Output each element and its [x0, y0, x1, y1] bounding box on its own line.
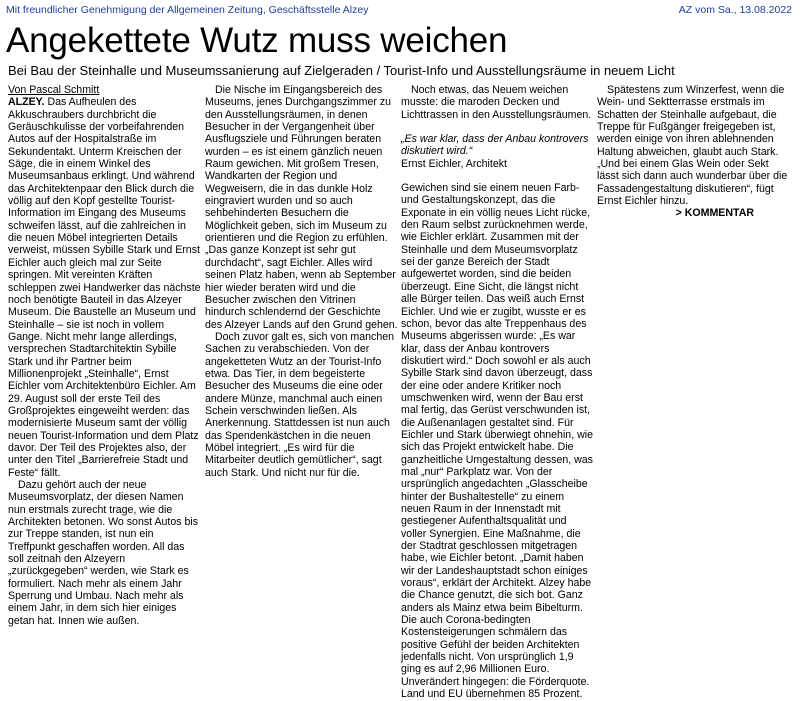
- subtitle: Bei Bau der Steinhalle und Museumssanierung auf Zielgeraden / Tourist-Info und Ausstellungsräume in neuem Licht: [8, 63, 675, 78]
- pull-quote: „Es war klar, dass der Anbau kontrovers diskutiert wird.“: [401, 133, 589, 158]
- paragraph-2: Dazu gehört auch der neue Museumsvorplatz, der diesen Namen nun erstmals zurecht trage, wie die Architekten betonen. Wo sonst Autos bis zur Treppe standen, ist nun ein Treffpunkt geschaffen worden. All das soll zeitnah den Alzeyern „zurückgegeben“ werden, wie Stark es formuliert. Nach mehr als einem Jahr Sperrung und Umbau. Nach mehr als einem Jahr, in dem sich hier einiges getan hat. Innen wie außen.: [8, 479, 199, 627]
- paragraph-4: Doch zuvor galt es, sich von manchen Sachen zu verabschieden. Von der angeketteten Wutz an der Tourist-Info etwa. Das Tier, in dem begeisterte Besucher des Museums die eine oder andere Münze, manchmal auch einen Schein verschwinden ließen. Als Anerkennung. Stattdessen ist nun auch das Spendenkästchen in die neuen Möbel integriert. „Es wird für die Mitarbeiter deutlich gemütlicher“, sagt auch Stark. Und nicht nur für die.: [205, 330, 395, 479]
- source-date: AZ vom Sa., 13.08.2022: [678, 4, 792, 16]
- author-line: Von Pascal Schmitt: [8, 84, 100, 96]
- pull-quote-author: Ernst Eichler, Architekt: [401, 157, 507, 170]
- article-column-3: [401, 84, 594, 701]
- article-column-2: [205, 84, 398, 530]
- kommentar-link[interactable]: > KOMMENTAR: [675, 207, 754, 220]
- article-text-flow: [8, 84, 201, 627]
- permission-credit: Mit freundlicher Genehmigung der Allgemeinen Zeitung, Geschäftsstelle Alzey: [6, 4, 369, 16]
- dateline: ALZEY.: [8, 96, 45, 109]
- paragraph-1: [8, 96, 201, 479]
- article-column-4: [597, 84, 790, 530]
- headline: Angekettete Wutz muss weichen: [6, 21, 508, 60]
- paragraph-3: Die Nische im Eingangsbereich des Museums, jenes Durchgangszimmer zu den Ausstellungsräumen, in denen Besucher in der Vergangenheit über Ausflugsziele und Führungen beraten wurden – es ist einem gänzlich neuen Raum gewichen. Mit großem Tresen, Wandkarten der Region und Wegweisern, die in das dunkle Holz eingraviert wurden und so auch sehbehinderten Besuchern die Möglichkeit geben, sich im Museum zu orientieren und die Region zu erfühlen. „Das ganze Konzept ist sehr gut durchdacht“, sagt Eichler. Alles wird seinen Platz haben, wenn ab September hier wieder beraten wird und die Besucher zwischen den Vitrinen hindurch schlendernd der Geschichte des Alzeyer Lands auf den Grund gehen.: [205, 84, 398, 331]
- source-bar: [6, 4, 792, 17]
- paragraph-7: Spätestens zum Winzerfest, wenn die Wein- und Sektterrasse erstmals im Schatten der Steinhalle aufgebaut, die Treppe für Fußgänger freigegeben ist, werden einige von ihren ablehnenden Haltung abweichen, glaubt auch Stark. „Und bei einem Glas Wein oder Sekt lässt sich dann auch wunderbar über die Fassadengestaltung diskutieren“, fügt Ernst Eichler hinzu.: [597, 84, 788, 208]
- paragraph-1-text: Das Aufheulen des Akkuschraubers durchbricht die Geräuschkulisse der vorbeifahrenden Autos auf der Hospitalstraße im Sekundentakt. Unterm Kreischen der Säge, die in einem Winkel des Museumsanbaus erklingt. Und während das Architektenpaar den Blick durch die völlig auf den Kopf gestellte Tourist-Information im Eingang des Museums schweifen lässt, auf die zahlreichen in die neuen Möbel integrierten Details verweist, müssen Sybille Stark und Ernst Eichler auch gleich mal zur Seite springen. Mit vereinten Kräften schleppen zwei Handwerker das nächste noch benötigte Bauteil in das Alzeyer Museum. Die Baustelle an Museum und Steinhalle – sie ist noch in vollem Gange. Nicht mehr lange allerdings, versprechen Stadtarchitektin Sybille Stark und ihr Partner beim Millionenprojekt „Steinhalle“, Ernst Eichler vom Architektenbüro Eichler. Am 29. August soll der erste Teil des Großprojektes eingeweiht werden: das modernisierte Museum samt der völlig neuen Tourist-Information und dem Platz davor. Der Teil des Projektes also, der unter den Titel „Barrierefreie Stadt und Feste“ fällt.: [8, 96, 201, 479]
- paragraph-5: Noch etwas, das Neuem weichen musste: die maroden Decken und Lichttrassen in den Ausstellungsräumen.: [401, 84, 592, 121]
- paragraph-6: Gewichen sind sie einem neuen Farb- und Gestaltungskonzept, das die Exponate in ein völlig neues Licht rücke, den Raum selbst zurücknehmen werde, wie Eichler erklärt. Zusammen mit der Steinhalle und dem Museumsvorplatz sei der ganze Bereich der Stadt aufgewertet worden, sind die beiden überzeugt. Eine Sicht, die längst nicht alle Bürger teilen. Das weiß auch Ernst Eichler. Und wie er zugibt, wusste er es schon, bevor das alte Treppenhaus des Museums abgerissen wurde: „Es war klar, dass der Anbau kontrovers diskutiert wird.“ Doch sowohl er als auch Sybille Stark sind davon überzeugt, dass der eine oder andere Kritiker noch umschwenken wird, wenn der Bau erst mal fertig, das Gerüst verschwunden ist, die Außenanlagen gestaltet sind. Für Eichler und Stark überwiegt ohnehin, wie sich das Projekt entwickelt habe. Die ganzheitliche Umgestaltung dessen, was mal „nur“ Parkplatz war. Von der ursprünglich angedachten „Glasscheibe hinter der Bushaltestelle“ zu einem neuen Raum in der Innenstadt mit gestiegener Aufenthaltsqualität und voller Synergien. Eine Maßnahme, die der Stadtrat geschlossen mitgetragen habe, wie Eichler betont. „Damit haben wir der Landeshauptstadt schon einiges voraus“, erklärt der Architekt. Alzey habe die Chance genutzt, die sich bot. Ganz anders als Mainz etwa beim Bibelturm. Die auch Corona-bedingten Kostensteigerungen schmälern das positive Gefühl der beiden Architekten jedenfalls nicht. Von ursprünglich 1,9 ging es auf 2,96 Millionen Euro. Unverändert hingegen: die Förderquote. Land und EU übernehmen 85 Prozent.: [401, 182, 593, 701]
